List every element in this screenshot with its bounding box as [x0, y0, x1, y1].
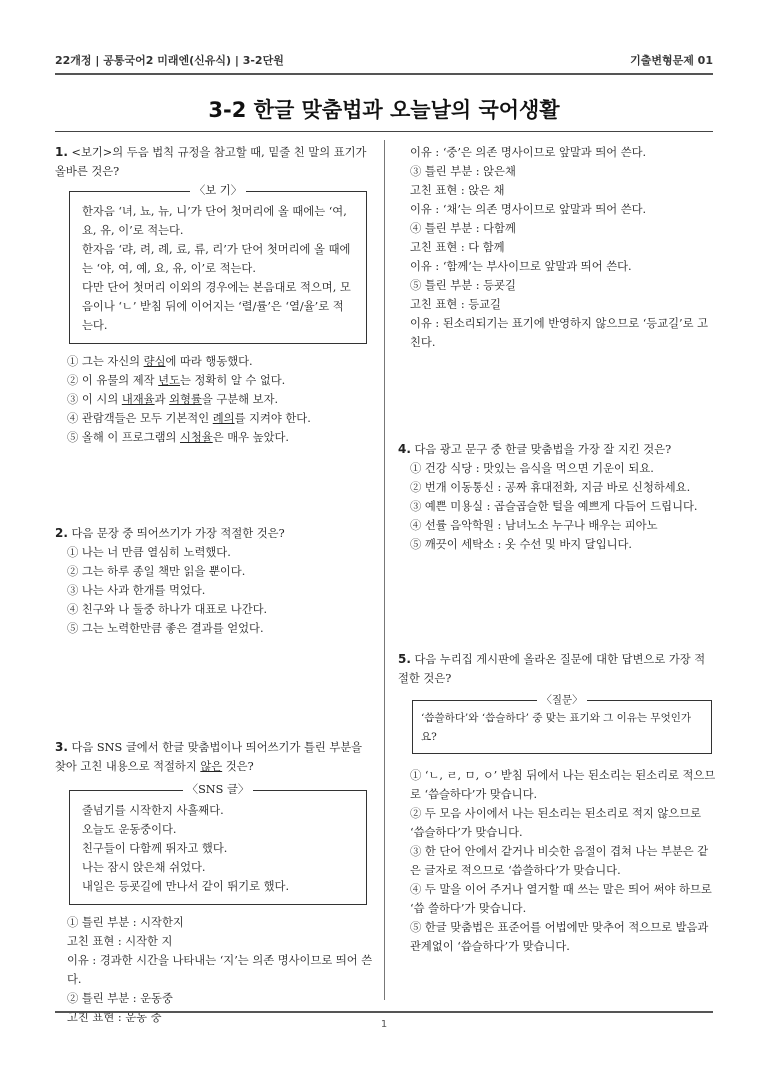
- question-text: 다음 광고 문구 중 한글 맞춤법을 가장 잘 지킨 것은?: [414, 443, 672, 456]
- page-number: 1: [380, 1019, 388, 1030]
- option-5[interactable]: ⑤ 그는 노력한만큼 좋은 결과를 얻었다.: [67, 622, 264, 635]
- answer-line: 고친 표현 : 운동 중: [67, 1011, 162, 1024]
- option-1[interactable]: ① 틀린 부분 : 시작한지: [67, 916, 184, 929]
- question-2-stem: [55, 524, 373, 543]
- example-box: [69, 184, 367, 344]
- answer-line: 이유 : ‘함께’는 부사이므로 앞말과 띄어 쓴다.: [410, 260, 632, 273]
- option-3[interactable]: ③ 이 시의 내재율과 외형률을 구분해 보자.: [67, 393, 279, 406]
- page-title: 3-2 한글 맞춤법과 오늘날의 국어생활: [208, 98, 560, 122]
- option-4[interactable]: ④ 친구와 나 둘중 하나가 대표로 나간다.: [67, 603, 268, 616]
- option-5[interactable]: ⑤ 한글 맞춤법은 표준어를 어법에만 맞추어 적으므로 발음과 관계없이 ‘씁슬하다’가 맞습니다.: [410, 921, 709, 953]
- option-5[interactable]: ⑤ 틀린 부분 : 등굣길: [410, 279, 516, 292]
- question-number: 3.: [55, 740, 68, 754]
- option-5[interactable]: ⑤ 올해 이 프로그램의 시청율은 매우 높았다.: [67, 431, 289, 444]
- question-box: [412, 694, 712, 754]
- option-2[interactable]: ② 이 유물의 제작 년도는 정확히 알 수 없다.: [67, 374, 286, 387]
- box-line: 다만 단어 첫머리 이외의 경우에는 본음대로 적으며, 모음이나 ‘ㄴ’ 받침 뒤에 이어지는 ‘렬/률’은 ‘열/율’로 적는다.: [82, 281, 351, 332]
- box-line: 내일은 등굣길에 만나서 같이 뛰기로 했다.: [82, 880, 290, 893]
- answer-line: 이유 : 된소리되기는 표기에 반영하지 않으므로 ‘등교길’로 고친다.: [410, 317, 709, 349]
- question-5: [398, 650, 716, 956]
- box-line: 친구들이 다함께 뛰자고 했다.: [82, 842, 228, 855]
- option-4[interactable]: ④ 틀린 부분 : 다함께: [410, 222, 516, 235]
- option-2[interactable]: ② 그는 하루 종일 책만 읽을 뿐이다.: [67, 565, 246, 578]
- option-3[interactable]: ③ 한 단어 안에서 같거나 비슷한 음절이 겹쳐 나는 부분은 같은 글자로 적으므로 ‘씁쓸하다’가 맞습니다.: [410, 845, 709, 877]
- question-4-stem: [398, 440, 716, 459]
- question-4: [398, 440, 716, 554]
- question-5-stem: [398, 650, 716, 688]
- option-2[interactable]: ② 번개 이동통신 : 공짜 휴대전화, 지금 바로 신청하세요.: [410, 481, 691, 494]
- answer-line: 이유 : ‘중’은 의존 명사이므로 앞말과 띄어 쓴다.: [410, 146, 647, 159]
- option-5[interactable]: ⑤ 깨끗이 세탁소 : 옷 수선 및 바지 달입니다.: [410, 538, 633, 551]
- box-caption: 〈SNS 글〉: [183, 783, 253, 796]
- question-text: 다음 누리집 게시판에 올라온 질문에 대한 답변으로 가장 적절한 것은?: [398, 653, 706, 685]
- answer-line: 이유 : ‘채’는 의존 명사이므로 앞말과 띄어 쓴다.: [410, 203, 647, 216]
- question-number: 2.: [55, 526, 68, 540]
- question-text: 다음 문장 중 띄어쓰기가 가장 적절한 것은?: [71, 527, 285, 540]
- option-1[interactable]: ① ‘ㄴ, ㄹ, ㅁ, ㅇ’ 받침 뒤에서 나는 된소리는 된소리로 적으므로 ‘씁슬하다’가 맞습니다.: [410, 769, 716, 801]
- sns-post-box: [69, 783, 367, 905]
- option-2[interactable]: ② 두 모음 사이에서 나는 된소리는 된소리로 적지 않으므로 ‘씁슬하다’가 맞습니다.: [410, 807, 702, 839]
- box-caption: 〈보 기〉: [190, 184, 246, 197]
- question-number: 5.: [398, 652, 411, 666]
- answer-line: 고친 표현 : 시작한 지: [67, 935, 173, 948]
- box-line: 오늘도 운동중이다.: [82, 823, 177, 836]
- option-1[interactable]: ① 건강 식당 : 맛있는 음식을 먹으면 기운이 되요.: [410, 462, 654, 475]
- option-4[interactable]: ④ 두 말을 이어 주거나 열거할 때 쓰는 말은 띄어 써야 하므로 ‘씁 쓸하다’가 맞습니다.: [410, 883, 712, 915]
- answer-line: 고친 표현 : 등교길: [410, 298, 501, 311]
- question-2: [55, 524, 373, 638]
- answer-line: 이유 : 경과한 시간을 나타내는 ‘지’는 의존 명사이므로 띄어 쓴다.: [67, 954, 373, 986]
- option-4[interactable]: ④ 관람객들은 모두 기본적인 례의를 지켜야 한다.: [67, 412, 311, 425]
- header-divider: [55, 73, 713, 75]
- footer-divider: [55, 1011, 713, 1013]
- answer-line: 고친 표현 : 앉은 채: [410, 184, 505, 197]
- option-3[interactable]: ③ 틀린 부분 : 앉은채: [410, 165, 516, 178]
- option-1[interactable]: ① 그는 자신의 량심에 따라 행동했다.: [67, 355, 253, 368]
- option-3[interactable]: ③ 예쁜 미용실 : 곱슬곱슬한 털을 예쁘게 다듬어 드립니다.: [410, 500, 698, 513]
- column-divider: [384, 140, 385, 1000]
- question-3-continued: [398, 143, 716, 352]
- question-text: <보기>의 두음 법칙 규정을 참고할 때, 밑줄 친 말의 표기가 올바른 것은?: [55, 146, 367, 178]
- option-4[interactable]: ④ 선률 음악학원 : 남녀노소 누구나 배우는 피아노: [410, 519, 658, 532]
- page-header: [55, 52, 713, 70]
- title-divider: [55, 131, 713, 132]
- header-doc-type: 기출변형문제 01: [630, 54, 713, 67]
- box-line: 나는 잠시 앉은채 쉬었다.: [82, 861, 206, 874]
- box-line: 한자음 ‘녀, 뇨, 뉴, 니’가 단어 첫머리에 올 때에는 ‘여, 요, 유, 이’로 적는다.: [82, 205, 347, 237]
- question-3-stem: 3. 다음 SNS 글에서 한글 맞춤법이나 띄어쓰기가 틀린 부분을 찾아 고친 내용으로 적절하지 않은 것은?: [55, 740, 363, 773]
- option-1[interactable]: ① 나는 너 만큼 열심히 노력했다.: [67, 546, 231, 559]
- answer-line: 고친 표현 : 다 함께: [410, 241, 505, 254]
- header-course-info: 22개정 | 공통국어2 미래엔(신유식) | 3-2단원: [55, 54, 284, 67]
- box-text: ‘씁쓸하다’와 ‘씁슬하다’ 중 맞는 표기와 그 이유는 무엇인가요?: [421, 712, 692, 743]
- question-1-stem: [55, 143, 373, 181]
- option-3[interactable]: ③ 나는 사과 한개를 먹었다.: [67, 584, 206, 597]
- question-number: 1.: [55, 145, 68, 159]
- box-line: 한자음 ‘랴, 려, 례, 료, 류, 리’가 단어 첫머리에 올 때에는 ‘야, 여, 예, 요, 유, 이’로 적는다.: [82, 243, 351, 275]
- question-number: 4.: [398, 442, 411, 456]
- option-2[interactable]: ② 틀린 부분 : 운동중: [67, 992, 173, 1005]
- box-line: 줄넘기를 시작한지 사흘째다.: [82, 804, 224, 817]
- box-caption: 〈질문〉: [537, 694, 586, 706]
- question-1: [55, 143, 373, 447]
- question-3: [55, 738, 373, 1027]
